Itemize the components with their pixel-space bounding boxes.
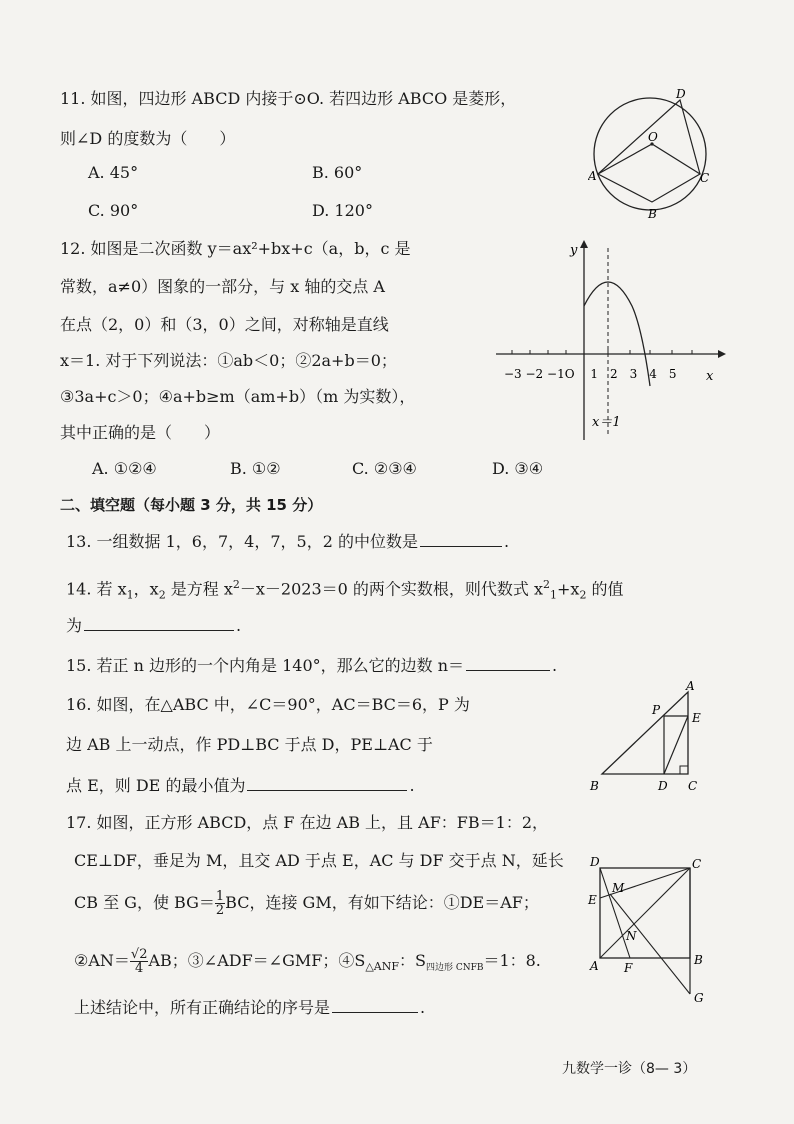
q11-circle-figure xyxy=(588,84,718,224)
q11-label-d: D xyxy=(676,87,686,101)
q17-line3 xyxy=(74,890,539,917)
q17-label-b: B xyxy=(694,953,703,967)
q13-line xyxy=(66,530,509,553)
q13-end: . xyxy=(503,532,510,551)
q12-line3: 在点（2，0）和（3，0）之间，对称轴是直线 xyxy=(60,315,389,334)
q11-line2: 则∠D 的度数为（ ） xyxy=(60,129,236,148)
q16-line3-text: 点 E，则 DE 的最小值为 xyxy=(66,776,246,795)
q17-answer-blank[interactable] xyxy=(332,996,418,1013)
q14-sub-2b: 2 xyxy=(579,588,587,602)
q17-line4-c: ：S xyxy=(398,951,426,970)
q16-label-e: E xyxy=(692,711,701,725)
q14-answer-blank[interactable] xyxy=(84,614,234,631)
q17-sub-anf: △ANF xyxy=(365,960,399,974)
q11-label-c: C xyxy=(700,171,710,185)
q17-label-f: F xyxy=(624,961,633,975)
q17-line4-a: ②AN＝ xyxy=(74,951,130,970)
q12-line1: 12. 如图是二次函数 y＝ax²+bx+c（a，b，c 是 xyxy=(60,239,411,258)
q14-sub-1b: 1 xyxy=(550,588,558,602)
q11-label-b: B xyxy=(648,207,657,221)
q17-sub-cnfb: 四边形 CNFB xyxy=(425,963,484,974)
q17-label-g: G xyxy=(694,991,704,1005)
q17-label-e: E xyxy=(588,893,597,907)
q17-label-m: M xyxy=(612,881,625,895)
q12-parabola-figure xyxy=(492,236,728,442)
q12-line4: x＝1. 对于下列说法：①ab＜0；②2a+b＝0； xyxy=(60,351,397,370)
q14-text-e: +x xyxy=(557,579,580,599)
q14-sup-2: 2 xyxy=(232,578,240,591)
q14-text-c: 是方程 x xyxy=(165,579,233,599)
q14-sup-2b: 2 xyxy=(543,578,551,591)
q17-line4-d: ＝1：8. xyxy=(483,951,541,970)
q16-label-a: A xyxy=(686,679,695,693)
q17-end: . xyxy=(420,998,426,1017)
q11-option-a: A. 45° xyxy=(88,163,139,182)
q11-option-d: D. 120° xyxy=(312,201,373,220)
q12-line5: ③3a+c＞0；④a+b≥m（am+b）（m 为实数）， xyxy=(60,387,416,406)
q16-line2: 边 AB 上一动点，作 PD⊥BC 于点 D，PE⊥AC 于 xyxy=(66,735,433,754)
q16-line1: 16. 如图，在△ABC 中，∠C＝90°，AC＝BC＝6，P 为 xyxy=(66,695,470,714)
q12-label-x: x xyxy=(706,369,714,384)
q14-line2 xyxy=(66,614,241,637)
q17-label-a: A xyxy=(590,959,599,973)
q17-fraction-half: $\frac{1}{2}$ xyxy=(215,889,225,918)
q12-option-c: C. ②③④ xyxy=(352,459,417,478)
q14-text-b: ，x xyxy=(133,579,159,599)
q11-label-a: A xyxy=(588,169,597,183)
q12-option-b: B. ①② xyxy=(230,459,281,478)
q17-line5 xyxy=(74,996,425,1019)
q15-answer-blank[interactable] xyxy=(466,654,550,671)
q14-sub-2: 2 xyxy=(158,588,166,602)
q16-line3 xyxy=(66,774,415,797)
q16-answer-blank[interactable] xyxy=(247,774,407,791)
q14-text-f: 的值 xyxy=(586,579,624,599)
q17-line5-text: 上述结论中，所有正确结论的序号是 xyxy=(74,998,331,1017)
q17-line1: 17. 如图，正方形 ABCD，点 F 在边 AB 上，且 AF：FB＝1：2， xyxy=(66,813,549,832)
q11-option-b: B. 60° xyxy=(312,163,363,182)
q13-text: 13. 一组数据 1，6，7，4，7，5，2 的中位数是 xyxy=(66,532,418,551)
q17-label-n: N xyxy=(626,929,637,943)
q14-end: . xyxy=(236,616,242,635)
page-footer: 九数学一诊（8— 3） xyxy=(562,1061,697,1077)
q17-label-c: C xyxy=(692,857,702,871)
q14-line2-text: 为 xyxy=(66,616,83,635)
q17-line2: CE⊥DF，垂足为 M，且交 AD 于点 E，AC 与 DF 交于点 N，延长 xyxy=(74,851,564,870)
q16-triangle-figure xyxy=(588,678,708,798)
q17-line4-b: AB；③∠ADF＝∠GMF；④S xyxy=(148,951,366,970)
q16-label-b: B xyxy=(590,779,599,793)
q12-option-a: A. ①②④ xyxy=(92,459,157,478)
q12-label-y: y xyxy=(570,243,578,258)
q15-line xyxy=(66,654,557,677)
q12-option-d: D. ③④ xyxy=(492,459,544,478)
q15-end: . xyxy=(552,656,558,675)
q14-text-d: －x－2023＝0 的两个实数根，则代数式 x xyxy=(239,579,544,599)
q14-text-a: 14. 若 x xyxy=(66,579,127,599)
q17-line3-a: CB 至 G，使 BG＝ xyxy=(74,893,215,912)
q17-square-figure xyxy=(584,854,714,1006)
q11-option-c: C. 90° xyxy=(88,201,139,220)
q11-line1: 11. 如图，四边形 ABCD 内接于⊙O. 若四边形 ABCO 是菱形， xyxy=(60,89,517,108)
q17-label-d: D xyxy=(590,855,600,869)
q16-label-p: P xyxy=(652,703,661,717)
q16-label-d: D xyxy=(658,779,668,793)
q17-line3-b: BC，连接 GM，有如下结论：①DE＝AF； xyxy=(225,893,539,912)
q17-fraction-root2-over4: $\frac{√2}{4}$ xyxy=(130,947,148,976)
q15-text: 15. 若正 n 边形的一个内角是 140°，那么它的边数 n＝ xyxy=(66,656,465,675)
q11-label-o: O xyxy=(648,130,658,144)
q16-label-c: C xyxy=(688,779,698,793)
q12-line6: 其中正确的是（ ） xyxy=(60,423,221,442)
q16-end: . xyxy=(409,776,415,795)
q12-line2: 常数，a≠0）图象的一部分，与 x 轴的交点 A xyxy=(60,277,385,296)
q14-sub-1: 1 xyxy=(126,588,134,602)
q13-answer-blank[interactable] xyxy=(420,530,502,547)
q17-line4 xyxy=(74,948,541,979)
section-2-title: 二、填空题（每小题 3 分，共 15 分） xyxy=(60,496,323,514)
q12-axis-label: x＝1 xyxy=(592,415,621,430)
q14-line1 xyxy=(66,574,624,607)
q12-tick-labels: −3 −2 −1O 1 2 3 4 5 xyxy=(504,367,677,381)
